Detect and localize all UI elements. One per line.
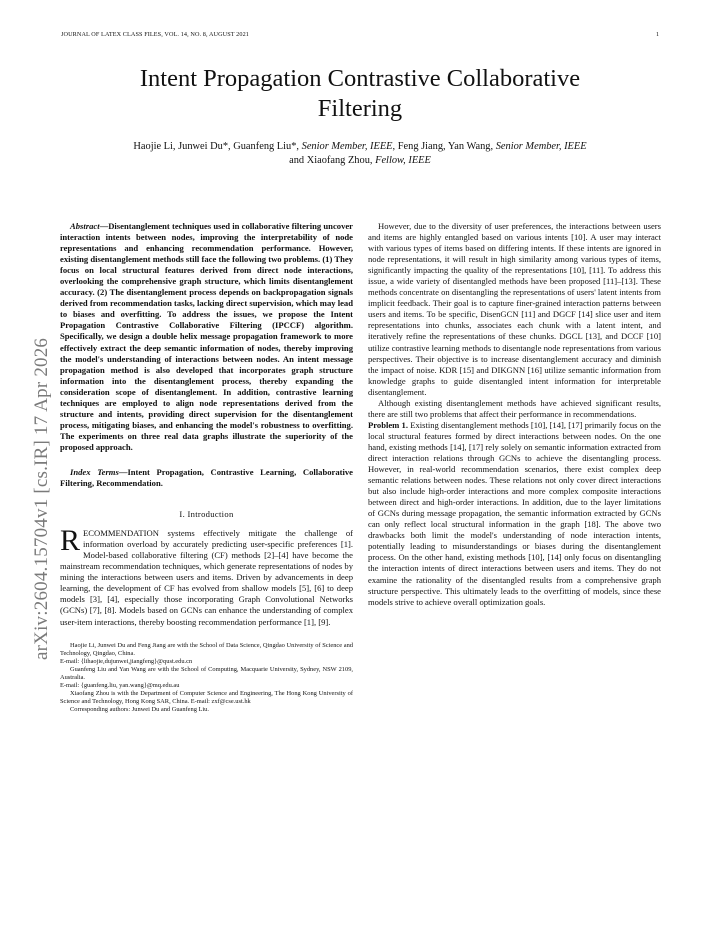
- footnote-2: E-mail: {lihaojie,dujunwei,jiangfeng}@qust.edu.cn: [60, 657, 193, 665]
- footnotes: [60, 642, 353, 715]
- problem-1-label: Problem 1.: [368, 419, 408, 430]
- authors-role-3: Fellow, IEEE: [375, 155, 431, 166]
- paper-title-line-2: Filtering: [317, 95, 403, 122]
- footnote-5: Xiaofang Zhou is with the Department of Computer Science and Engineering, The Hong Kong University of Science and Technology, Hong Kong SAR, China. E-mail: zxf@cse.ust.hk: [60, 690, 353, 706]
- footnote-1: Haojie Li, Junwei Du and Feng Jiang are with the School of Data Science, Qingdao University of Science and Technology, Qingdao, China.: [60, 641, 353, 657]
- authors-part-2: , Feng Jiang, Yan Wang,: [392, 141, 496, 152]
- authors-role-1: Senior Member, IEEE: [301, 141, 393, 152]
- intro-paragraph: [60, 524, 353, 627]
- footnote-6: Corresponding authors: Junwei Du and Guanfeng Liu.: [70, 706, 209, 714]
- drop-cap: R: [60, 524, 81, 558]
- abstract-lead: Abstract: [70, 221, 100, 231]
- index-terms-text: —Intent Propagation, Contrastive Learning, Collaborative Filtering, Recommendation.: [60, 466, 353, 489]
- index-terms: [60, 467, 353, 489]
- right-paragraph-1: However, due to the diversity of user preferences, the interactions between users and items are highly entangled based on various intents [10]. A user may interact with various types of items based on differing intents. If these intents are ignored in node representations, it will result in high similarity among various types of items, significantly impacting the quality of the representations [10], [11]. To address this issue, a wide variety of disentangled methods have been proposed [11]–[13]. These methods concentrate on disentangling the representations of users' latent intents from implicit feedback. Their goal is to capture finer-grained interaction patterns between users and items. To be specific, DisenGCN [11] and DGCF [14] slice user and item representations into chunks, associates each chunk with a latent intent, and iteratively refine the representations of these chunks. DGCL [13], and DCCF [10] utilize contrastive learning methods to disentangle node representations from various perspectives. Their objective is to increase disentanglement accuracy and diminish the impact of noise. KDR [15] and DIKGNN [16] utilize semantic information from knowledge graphs to guide disentangled intent information for interpretable disentanglement.: [368, 221, 661, 397]
- arxiv-identifier-stamp: arXiv:2604.15704v1 [cs.IR] 17 Apr 2026: [31, 337, 52, 660]
- right-column: [368, 221, 661, 608]
- index-terms-lead: Index Terms: [70, 466, 119, 477]
- footnote-4: E-mail: {guanfeng.liu, yan.wang}@mq.edu.au: [60, 682, 180, 690]
- section-title-introduction: I. Introduction: [179, 509, 234, 520]
- authors-role-2: Senior Member, IEEE: [495, 141, 587, 152]
- running-header: JOURNAL OF LATEX CLASS FILES, VOL. 14, NO. 8, AUGUST 2021: [61, 31, 249, 38]
- right-paragraph-3: [368, 420, 661, 608]
- page-number: 1: [656, 31, 660, 38]
- left-column: [60, 221, 353, 714]
- paper-title-line-1: Intent Propagation Contrastive Collaborative: [139, 65, 581, 92]
- footnote-3: Guanfeng Liu and Yan Wang are with the School of Computing, Macquarie University, Sydney, NSW 2109, Australia.: [60, 665, 353, 681]
- intro-paragraph-text: ECOMMENDATION systems effectively mitigate the challenge of information overload by accurately predicting user-specific preferences [1]. Model-based collaborative filtering (CF) methods [2]–[4] have become the mainstream recommendation techniques, which generate representations of nodes by mining the interactions between users and items. Driven by advancements in deep learning, the development of CF has evolved from shallow models [5], [6] to deep models [3], [4], especially those incorporating Graph Convolutional Networks (GCNs) [7], [8]. Models based on GCNs can enhance the understanding of complex user-item interactions, thereby boosting recommendation performance [1], [9].: [60, 528, 353, 627]
- abstract: [60, 221, 353, 453]
- problem-1-text: Existing disentanglement methods [10], [14], [17] primarily focus on the local structural features formed by direct interactions between nodes. On the one hand, existing methods [14], [17] rely solely on semantic information extracted from direct interaction relations through GCNs to achieve the disentangling process. However, in real-world recommendation scenarios, there exist complex deep semantic relations between nodes. These relations not only cover direct interactions but also include high-order interactions and more complex composite interactions between direct and high-order interactions. In addition, due to the layer limitations of GCNs during message propagation, the semantic information extracted by GCNs can only reflect local structural information in the graph [18]. The above two drawbacks both limit the model's understanding of node interaction intents, potentially leading to misunderstandings or biases during the disentanglement process. On the other hand, existing methods [10], [14] only focus on disentangling the interaction intents of direct interactions between users and items. They do not examine the rationality of the disentangled results from a comprehensive graph structure perspective. This ultimately leads to the overfitting of models, since these models strive to achieve overall optimization goals.: [368, 419, 661, 607]
- authors-part-3: and Xiaofang Zhou,: [289, 155, 376, 166]
- author-list: [60, 140, 660, 168]
- authors-part-1: Haojie Li, Junwei Du*, Guanfeng Liu*,: [133, 141, 302, 152]
- abstract-text: —Disentanglement techniques used in collaborative filtering uncover interaction intents between nodes, improving the interpretability of node representations and enhancing recommendation performance. However, existing disentanglement methods still face the following two problems. (1) They focus on local structural features derived from direct node interactions, overlooking the comprehensive graph structure, which limits disentanglement accuracy. (2) The disentanglement process depends on backpropagation signals derived from recommendation tasks, lacking direct supervision, which may lead to biases and overfitting. To address the issues, we propose the Intent Propagation Contrastive Collaborative Filtering (IPCCF) algorithm. Specifically, we design a double helix message propagation framework to more effectively extract the deep semantic information of nodes, thereby improving the model's understanding of interactions between nodes. An intent message propagation method is also developed that incorporates graph structure information into the disentanglement process, thereby expanding the consideration scope of disentanglement. In addition, contrastive learning techniques are employed to align node representations derived from the structure and intents, providing direct supervision for the disentanglement process, mitigating biases, and enhancing the model's robustness to overfitting. The experiments on three real data graphs illustrate the superiority of the proposed approach.: [60, 221, 353, 452]
- paper-title: [60, 64, 660, 124]
- right-paragraph-2: Although existing disentanglement methods have achieved significant results, there are still two problems that affect their performance in recommendations.: [368, 397, 661, 419]
